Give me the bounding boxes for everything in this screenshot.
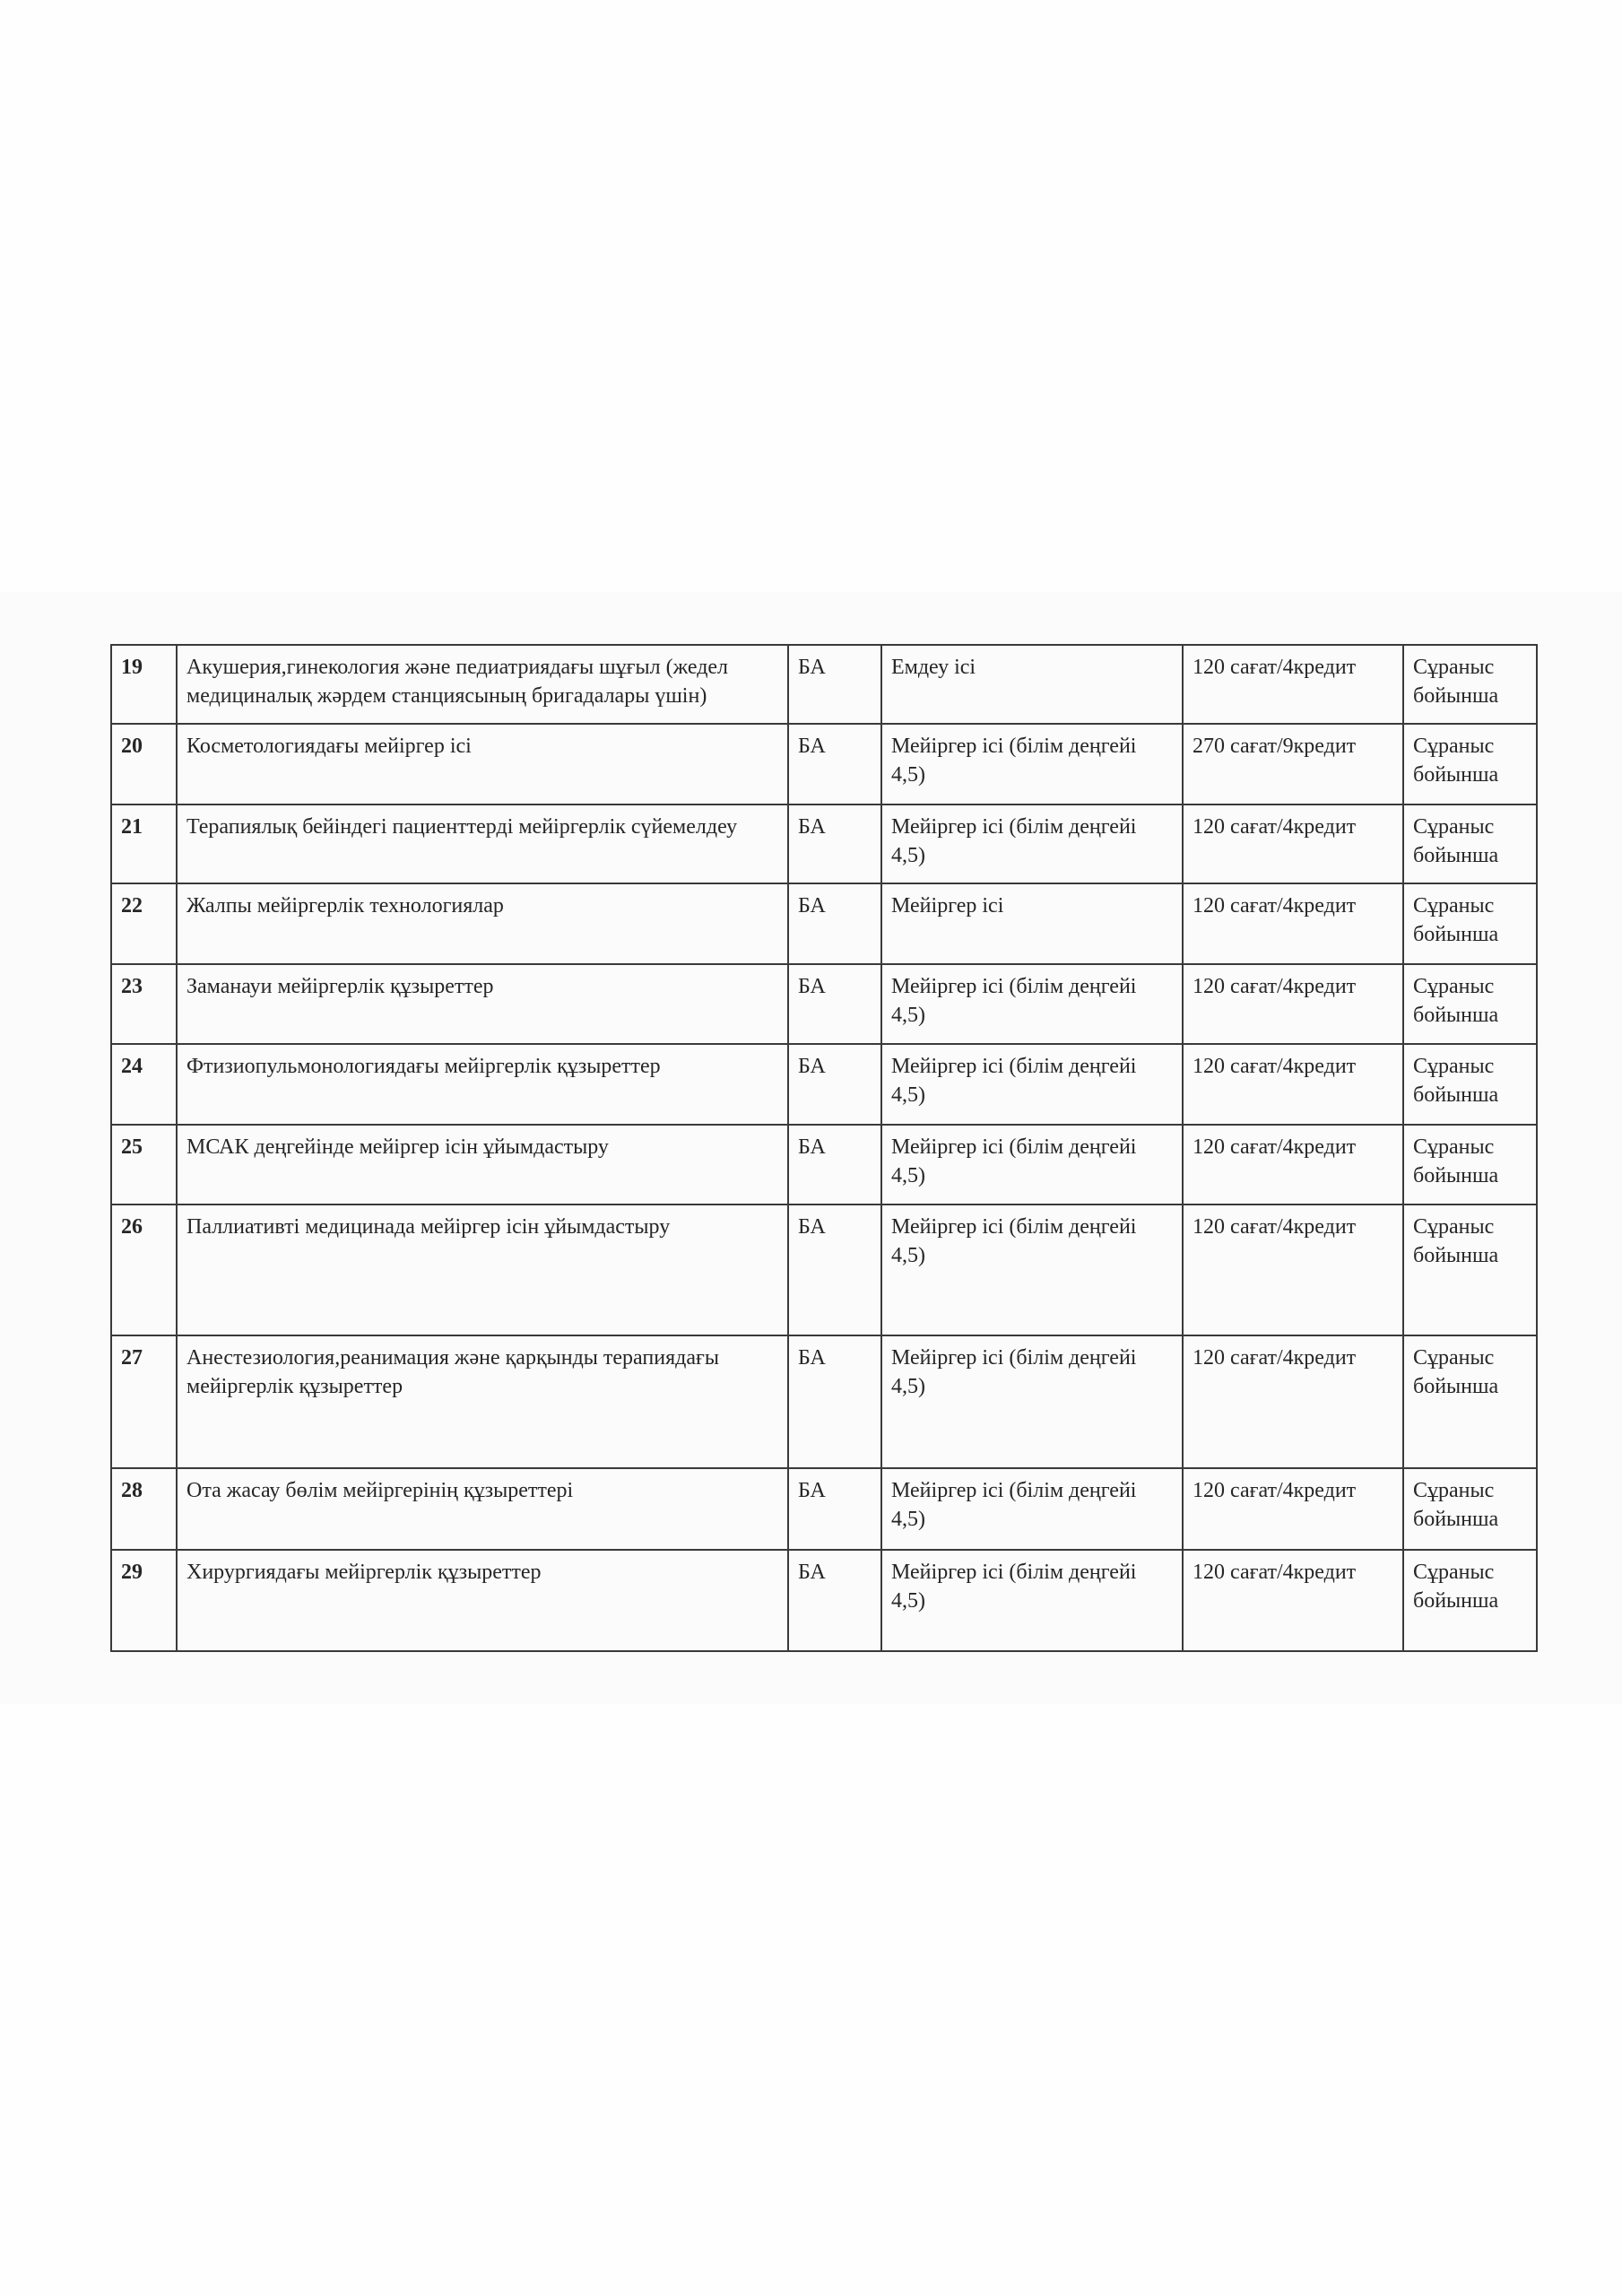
hours-credits: 120 сағат/4кредит — [1183, 883, 1403, 964]
course-name: Терапиялық бейіндегі пациенттерді мейіргерлік сүйемелдеу — [177, 804, 788, 883]
schedule: Сұраныс бойынша — [1403, 1335, 1537, 1468]
hours-credits: 120 сағат/4кредит — [1183, 645, 1403, 724]
specialty: Емдеу ісі — [881, 645, 1183, 724]
table-row — [111, 1550, 1537, 1651]
table-row — [111, 1044, 1537, 1125]
study-form: БА — [788, 1335, 881, 1468]
study-form: БА — [788, 1125, 881, 1205]
schedule: Сұраныс бойынша — [1403, 724, 1537, 804]
row-number: 22 — [111, 883, 177, 964]
row-number: 20 — [111, 724, 177, 804]
table-row — [111, 883, 1537, 964]
course-name: Косметологиядағы мейіргер ісі — [177, 724, 788, 804]
hours-credits: 120 сағат/4кредит — [1183, 1468, 1403, 1550]
table-row — [111, 1205, 1537, 1335]
row-number: 29 — [111, 1550, 177, 1651]
specialty: Мейіргер ісі (білім деңгейі 4,5) — [881, 724, 1183, 804]
hours-credits: 120 сағат/4кредит — [1183, 804, 1403, 883]
table-row — [111, 1468, 1537, 1550]
specialty: Мейіргер ісі (білім деңгейі 4,5) — [881, 804, 1183, 883]
course-name: Жалпы мейіргерлік технологиялар — [177, 883, 788, 964]
table-row — [111, 724, 1537, 804]
hours-credits: 120 сағат/4кредит — [1183, 1125, 1403, 1205]
hours-credits: 270 сағат/9кредит — [1183, 724, 1403, 804]
specialty: Мейіргер ісі (білім деңгейі 4,5) — [881, 1468, 1183, 1550]
specialty: Мейіргер ісі — [881, 883, 1183, 964]
row-number: 26 — [111, 1205, 177, 1335]
schedule: Сұраныс бойынша — [1403, 1550, 1537, 1651]
study-form: БА — [788, 1550, 881, 1651]
row-number: 27 — [111, 1335, 177, 1468]
schedule: Сұраныс бойынша — [1403, 804, 1537, 883]
specialty: Мейіргер ісі (білім деңгейі 4,5) — [881, 1125, 1183, 1205]
course-name: Заманауи мейіргерлік құзыреттер — [177, 964, 788, 1044]
course-name: Ота жасау бөлім мейіргерінің құзыреттері — [177, 1468, 788, 1550]
specialty: Мейіргер ісі (білім деңгейі 4,5) — [881, 1044, 1183, 1125]
schedule: Сұраныс бойынша — [1403, 883, 1537, 964]
schedule: Сұраныс бойынша — [1403, 1205, 1537, 1335]
course-name: Паллиативті медицинада мейіргер ісін ұйымдастыру — [177, 1205, 788, 1335]
study-form: БА — [788, 883, 881, 964]
row-number: 19 — [111, 645, 177, 724]
study-form: БА — [788, 724, 881, 804]
schedule: Сұраныс бойынша — [1403, 1125, 1537, 1205]
course-table — [110, 644, 1538, 1652]
table-row — [111, 964, 1537, 1044]
table-row — [111, 645, 1537, 724]
schedule: Сұраныс бойынша — [1403, 645, 1537, 724]
schedule: Сұраныс бойынша — [1403, 964, 1537, 1044]
schedule: Сұраныс бойынша — [1403, 1044, 1537, 1125]
study-form: БА — [788, 1044, 881, 1125]
hours-credits: 120 сағат/4кредит — [1183, 964, 1403, 1044]
table-row — [111, 1125, 1537, 1205]
table-row — [111, 804, 1537, 883]
row-number: 21 — [111, 804, 177, 883]
row-number: 24 — [111, 1044, 177, 1125]
schedule: Сұраныс бойынша — [1403, 1468, 1537, 1550]
course-name: МСАК деңгейінде мейіргер ісін ұйымдастыру — [177, 1125, 788, 1205]
row-number: 23 — [111, 964, 177, 1044]
hours-credits: 120 сағат/4кредит — [1183, 1335, 1403, 1468]
specialty: Мейіргер ісі (білім деңгейі 4,5) — [881, 964, 1183, 1044]
course-name: Акушерия,гинекология және педиатриядағы шұғыл (жедел медициналық жәрдем станциясының бригадалары үшін) — [177, 645, 788, 724]
row-number: 28 — [111, 1468, 177, 1550]
specialty: Мейіргер ісі (білім деңгейі 4,5) — [881, 1205, 1183, 1335]
study-form: БА — [788, 964, 881, 1044]
row-number: 25 — [111, 1125, 177, 1205]
study-form: БА — [788, 1205, 881, 1335]
study-form: БА — [788, 1468, 881, 1550]
specialty: Мейіргер ісі (білім деңгейі 4,5) — [881, 1550, 1183, 1651]
hours-credits: 120 сағат/4кредит — [1183, 1550, 1403, 1651]
course-name: Анестезиология,реанимация және қарқынды терапиядағы мейіргерлік құзыреттер — [177, 1335, 788, 1468]
study-form: БА — [788, 645, 881, 724]
hours-credits: 120 сағат/4кредит — [1183, 1044, 1403, 1125]
specialty: Мейіргер ісі (білім деңгейі 4,5) — [881, 1335, 1183, 1468]
study-form: БА — [788, 804, 881, 883]
hours-credits: 120 сағат/4кредит — [1183, 1205, 1403, 1335]
table-row — [111, 1335, 1537, 1468]
course-name: Хирургиядағы мейіргерлік құзыреттер — [177, 1550, 788, 1651]
course-name: Фтизиопульмонологиядағы мейіргерлік құзыреттер — [177, 1044, 788, 1125]
